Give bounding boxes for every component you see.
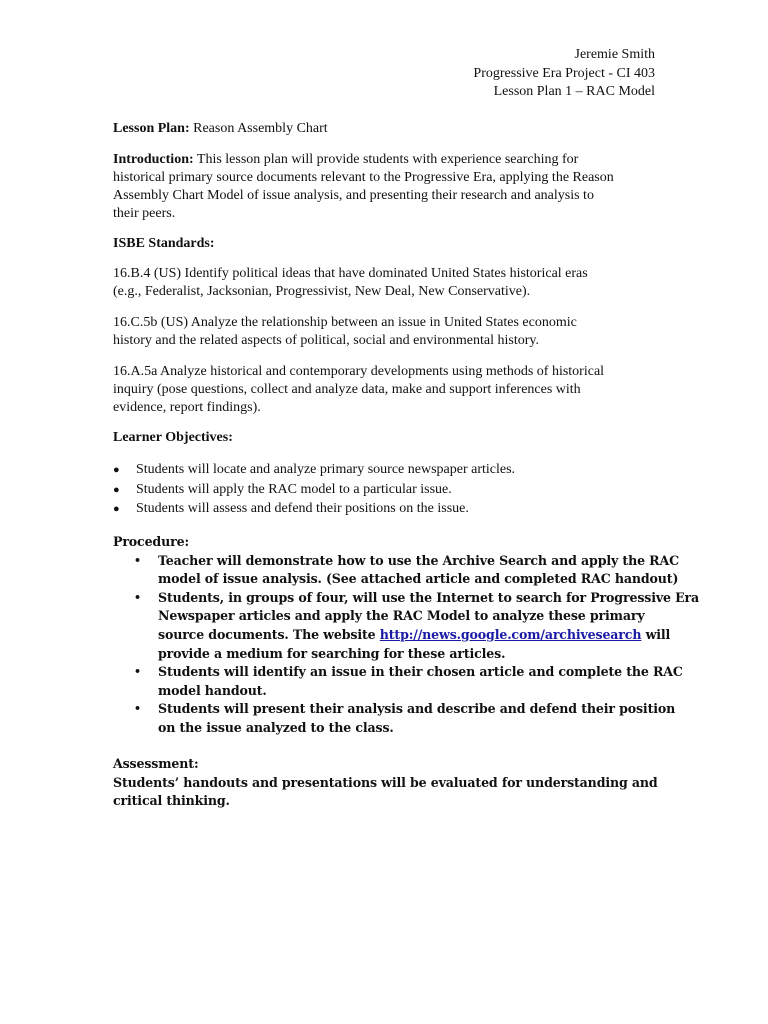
procedure-item [113,663,683,700]
procedure-2-line-3-post: will [645,626,671,642]
objective-item [113,461,658,481]
lesson-plan-label: Lesson Plan: [113,121,190,136]
lesson-title: Lesson Plan 1 – RAC Model [493,84,655,99]
objectives-heading: Learner Objectives: [113,430,233,445]
procedure-list [113,552,700,738]
bullet-icon: ● [113,503,120,515]
introduction-paragraph [113,151,658,223]
bullet-icon: • [134,665,141,679]
procedure-2-line-2: Newspaper articles and apply the RAC Model to analyze these primary [158,608,645,624]
project-title: Progressive Era Project - CI 403 [473,65,655,81]
procedure-section [113,533,700,738]
standard-16b4 [113,265,658,301]
introduction-label: Introduction: [113,152,194,167]
objective-text: Students will apply the RAC model to a particular issue. [136,481,452,497]
standard-1-line-2: (e.g., Federalist, Jacksonian, Progressivist, New Deal, New Conservative). [113,284,531,299]
archive-search-link[interactable]: http://news.google.com/archivesearch [379,626,642,642]
assessment-line-1: Students’ handouts and presentations will be evaluated for understanding and [113,774,658,790]
standard-16a5a [113,363,658,417]
objective-item [113,481,658,501]
bullet-icon: ● [113,483,120,496]
assessment-heading: Assessment: [113,756,199,771]
document-header [473,46,655,102]
procedure-2-line-3-pre: source documents. The website [158,626,376,642]
procedure-2-line-1: Students, in groups of four, will use the Internet to search for Progressive Era [158,589,700,605]
objective-text: Students will assess and defend their positions on the issue. [136,501,469,516]
procedure-1-line-2: model of issue analysis. (See attached article and completed RAC handout) [158,571,679,587]
objective-item [113,500,658,520]
procedure-4-line-2: on the issue analyzed to the class. [158,719,394,735]
assessment-line-2: critical thinking. [113,793,230,809]
standard-2-line-1: 16.C.5b (US) Analyze the relationship between an issue in United States economic [113,315,577,330]
bullet-icon: ● [113,464,120,476]
objectives-list-wrapper [113,461,658,520]
procedure-1-line-1: Teacher will demonstrate how to use the Archive Search and apply the RAC [158,552,679,568]
objective-text: Students will locate and analyze primary source newspaper articles. [136,462,516,477]
standard-3-line-2: inquiry (pose questions, collect and analyze data, make and support inferences with [113,382,581,397]
introduction-line-3: Assembly Chart Model of issue analysis, and presenting their research and analysis to [113,188,594,203]
lesson-plan-title: Reason Assembly Chart [193,121,328,136]
standard-16c5b [113,314,658,350]
lesson-plan-line [113,120,658,138]
procedure-4-line-1: Students will present their analysis and describe and defend their position [158,701,676,717]
standard-3-line-3: evidence, report findings). [113,400,261,415]
introduction-line-1: This lesson plan will provide students with experience searching for [196,152,579,167]
standard-3-line-1: 16.A.5a Analyze historical and contemporary developments using methods of historical [113,364,605,379]
assessment-section [113,755,658,811]
standard-1-line-1: 16.B.4 (US) Identify political ideas that have dominated United States historical eras [113,266,588,281]
introduction-line-4: their peers. [113,206,176,221]
procedure-2-line-4: provide a medium for searching for these articles. [158,645,506,661]
bullet-icon: • [134,702,141,716]
objectives-list [113,461,658,520]
procedure-item [113,700,676,737]
procedure-item [113,552,679,589]
procedure-3-line-1: Students will identify an issue in their chosen article and complete the RAC [158,664,683,680]
procedure-2-line-3 [158,626,671,645]
procedure-heading: Procedure: [113,534,189,549]
bullet-icon: • [134,553,141,567]
standard-2-line-2: history and the related aspects of political, social and environmental history. [113,333,539,348]
standards-heading: ISBE Standards: [113,236,215,251]
procedure-item [113,589,700,663]
author-name: Jeremie Smith [574,47,655,62]
bullet-icon: • [134,590,141,604]
introduction-line-2: historical primary source documents relevant to the Progressive Era, applying the Reason [113,170,614,185]
procedure-3-line-2: model handout. [158,682,267,698]
